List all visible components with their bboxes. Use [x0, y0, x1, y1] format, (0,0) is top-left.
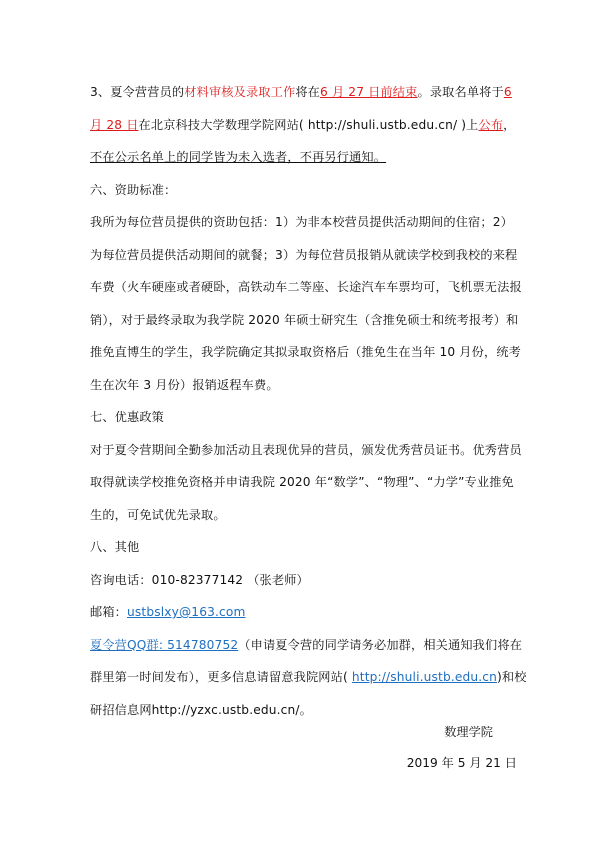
website-line: [90, 661, 530, 694]
section6-heading: 六、资助标准：: [90, 182, 177, 197]
section7-heading: 七、优惠政策: [90, 410, 165, 424]
qq-line: [90, 629, 530, 662]
section3-line1: [90, 76, 530, 109]
section6-line: 车费（火车硬座或者硬卧，高铁动车二等座、长途汽车车票均可，飞机票无法报: [90, 280, 522, 294]
section6-line: 生在次年 3 月份）报销返程车费。: [90, 377, 279, 392]
document-body: [90, 76, 530, 726]
email-label: 邮箱：: [90, 605, 128, 619]
yzxc-line: 研招信息网http://yzxc.ustb.edu.cn/。: [90, 702, 312, 717]
comma-text: ，: [503, 117, 516, 132]
section8-heading: 八、其他: [90, 540, 140, 554]
section7-line: 取得就读学校推免资格并申请我院 2020 年“数学”、“物理”、“力学”专业推免: [90, 475, 514, 489]
on-site-text: 在北京科技大学数理学院网站( http://shuli.ustb.edu.cn/ )上: [138, 117, 479, 132]
section3-line2: [90, 109, 530, 142]
material-review-text: 材料审核及录取工作: [184, 85, 296, 99]
end-date-text: 6 月 27 日前结束: [320, 85, 418, 99]
website-suffix: )和校: [497, 670, 527, 684]
qq-group-link[interactable]: 夏令营QQ群: 514780752: [90, 637, 239, 652]
section6-line: 为每位营员提供活动期间的就餐；3）为每位营员报销从就读学校到我校的来程: [90, 247, 518, 262]
will-be-at-text: 将在: [295, 85, 321, 99]
email-line: [90, 596, 530, 629]
section6-line: 推免直博生的学生，我学院确定其拟录取资格后（推免生在当年 10 月份，统考: [90, 345, 521, 359]
publish-date-part2: 月 28 日: [90, 117, 139, 132]
qq-description: （申请夏令营的同学请务必加群，相关通知我们将在: [238, 637, 523, 652]
section3-prefix: 3、夏令营营员的: [90, 85, 185, 99]
school-site-link[interactable]: http://shuli.ustb.edu.cn: [351, 670, 498, 684]
notice-text: 不在公示名单上的同学皆为未入选者，不再另行通知。: [90, 150, 387, 164]
signature-org: 数理学院: [444, 725, 493, 739]
section6-line: 销），对于最终录取为我学院 2020 年硕士研究生（含推免硕士和统考报考）和: [90, 312, 519, 327]
section6-line: 我所为每位营员提供的资助包括：1）为非本校营员提供活动期间的住宿；2）: [90, 215, 513, 229]
sentence-end-text: 。录取名单将于: [417, 85, 504, 99]
website-prefix: 群里第一时间发布），更多信息请留意我院网站(: [90, 670, 352, 684]
section7-line: 生的，可免试优先录取。: [90, 507, 226, 522]
signature-date: 2019 年 5 月 21 日: [406, 756, 517, 770]
publish-date-part1: 6: [503, 85, 512, 99]
phone-line: 咨询电话：010-82377142 （张老师）: [90, 572, 309, 587]
section3-line3: [90, 141, 530, 174]
publish-text: 公布: [478, 117, 504, 132]
email-link[interactable]: ustbslxy@163.com: [127, 605, 246, 619]
section7-line: 对于夏令营期间全勤参加活动且表现优异的营员，颁发优秀营员证书。优秀营员: [90, 442, 522, 457]
